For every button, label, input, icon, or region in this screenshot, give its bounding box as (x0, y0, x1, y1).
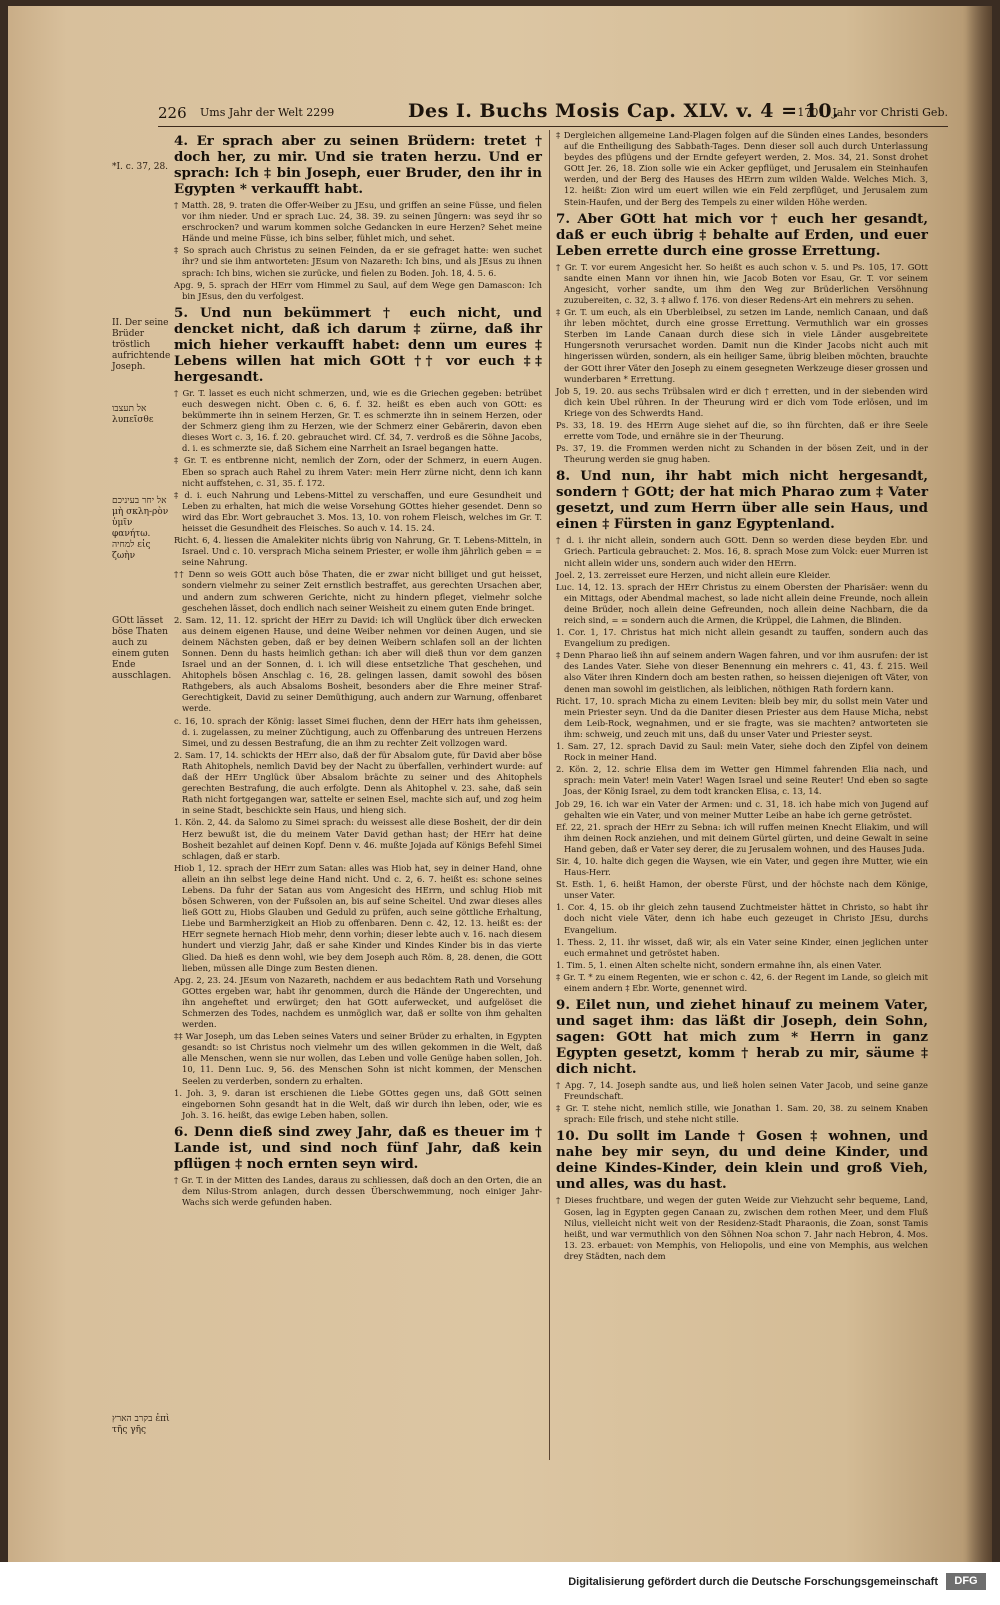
commentary-note: Richt. 6, 4. liessen die Amalekiter nichts übrig von Nahrung, Gr. T. Lebens-Mitteln, in Israel. Und c. 10. versprach Micha seinem Priester, er wolle ihm jährlich geben = = seine Nahrung. (174, 535, 542, 568)
commentary-note: ‡ Gr. T. stehe nicht, nemlich stille, wie Jonathan 1. Sam. 20, 38. zu seinem Knaben sprach: Eile frisch, und stehe nicht stille. (556, 1103, 928, 1125)
margin-note-reference: *I. c. 37, 28. (112, 162, 169, 172)
commentary-note: † Matth. 28, 9. traten die Offer-Weiber zu JEsu, und griffen an seine Füsse, und fielen vor ihm nieder. Und er sprach Luc. 24, 38. 39. zu seinen Jüngern: was seyd ihr so erschrocken? und warum kommen solche Gedancken in eure Herzen? Sehet meine Hände und meine Füsse, ich bins selber, fühlet mich, und sehet. (174, 200, 542, 244)
running-head-era: 1701. Jahr vor Christi Geb. (797, 106, 948, 119)
footer-bar (0, 1562, 1000, 1605)
commentary-note: † Gr. T. lasset es euch nicht schmerzen, und, wie es die Griechen gegeben: betrübet euch deswegen nicht. Oben c. 6, 6. f. 32. heißt es eben auch von GOtt: es bekümmerte ihn in seinem Herzen, Gr. T. es schmerzte ihn in seinem Herzen, oder der Schmerz gieng ihm zu Herzen, wie der Schmerz einer Gebärerin, davon eben dieses Wort c. 3, 16. f. 20. gebrauchet wird. Cf. 34, 7. verdroß es die Söhne Jacobs, d. i. es schmerzte sie, daß Sichem eine Narrheit an Israel begangen hatte. (174, 387, 542, 454)
commentary-note: Sir. 4, 10. halte dich gegen die Waysen, wie ein Vater, und gegen ihre Mutter, wie ein Haus-Herr. (556, 855, 928, 878)
commentary-note: 1. Cor. 4, 15. ob ihr gleich zehn tausend Zuchtmeister hättet in Christo, so habt ihr doch nicht viele Väter, denn ich habe euch gezeuget in Christo JEsu, durchs Evangelium. (556, 902, 928, 935)
verse-text: 6. Denn dieß sind zwey Jahr, daß es theuer im † Lande ist, und sind noch fünf Jahr, daß kein pflügen ‡ noch ernten seyn wird. (174, 1123, 542, 1172)
commentary-note: 2. Sam. 17, 14. schickts der HErr also, daß der für Absalom gute, für David aber böse Rath Ahitophels, nemlich David bey der Nacht zu überfallen, verhindert wurde: auf daß der HErr Unglück über Absalom brächte zu seiner und des Ahitophels gerechten Bestrafung, die auch erfolgte. Denn als Ahitophel v. 23. sahe, daß sein Rath nicht fortgegangen war, sattelte er seinen Esel, machte sich auf, und zog heim in seine Stadt, beschickte sein Haus, und hieng sich. (174, 749, 542, 816)
commentary-note: ‡ d. i. euch Nahrung und Lebens-Mittel zu verschaffen, und eure Gesundheit und Leben zu erhalten, hat mich die weise Vorsehung GOttes hieher gesendet. Denn so wird das Ebr. Wort gebrauchet 3. Mos. 13, 10. von rohem Fleisch, welches im Gr. T. heisset die Gesundheit des Fleisches. So auch v. 14. 15. 24. (174, 489, 542, 533)
verse-text: 10. Du sollt im Lande † Gosen ‡ wohnen, und nahe bey mir seyn, du und deine Kinder, und deine Kindes-Kinder, dein klein und groß Vieh, und alles, was du hast. (556, 1128, 928, 1193)
running-head (158, 98, 948, 127)
commentary-note: 1. Kön. 2, 44. da Salomo zu Simei sprach: du weissest alle diese Bosheit, der dir dein Herz bewußt ist, die du meinem Vater David gethan hast; der HErr hat deine Bosheit bezahlet auf deinen Kopf. Denn v. 46. mußte Jojada auf Königs Befehl Simei schlagen, daß er starb. (174, 817, 542, 861)
column-divider (549, 130, 550, 1460)
commentary-note: 2. Kön. 2, 12. schrie Elisa dem im Wetter gen Himmel fahrenden Elia nach, und sprach: mein Vater! mein Vater! Wagen Israel und seine Reuter! Und eben so sagte Joas, der König Israel, zu dem todt krancken Elisa, c. 13, 14. (556, 764, 928, 797)
commentary-note: c. 16, 10. sprach der König: lasset Simei fluchen, denn der HErr hats ihm geheissen, d. i. zugelassen, zu meiner Züchtigung, auch zu Offenbarung des untreuen Herzens Simei, und zu dessen Bestrafung, die an ihm zu rechter Zeit vollzogen ward. (174, 715, 542, 748)
running-head-title: Des I. Buchs Mosis Cap. XLV. v. 4 = 10. (408, 100, 840, 122)
commentary-note: Job 29, 16. ich war ein Vater der Armen: und c. 31, 18. ich habe mich von Jugend auf gehalten wie ein Vater, und von meiner Mutter Leibe an habe ich gerne getröstet. (556, 798, 928, 820)
commentary-note: † d. i. ihr nicht allein, sondern auch GOtt. Denn so werden diese beyden Ebr. und Griech. Particula gebrauchet: 2. Mos. 16, 8. sprach Mose zum Volck: euer Murren ist nicht allein wider uns, sondern auch wider den HErrn. (556, 535, 928, 568)
commentary-note: † Dieses fruchtbare, und wegen der guten Weide zur Viehzucht sehr bequeme, Land, Gosen, lag in Egypten gegen Canaan zu, zwischen dem rothen Meer, und dem Fluß Nilus, vielleicht nicht weit von der Residenz-Stadt Pharaonis, die Zoan, sonst Tamis heißt, und war vermuthlich von den Söhnen Noa schon 7. Jahr nach Hebron, 4. Mos. 13. 23. erbauet: von Memphis, von Heliopolis, und eine von Memphis, aus welchen drey Städten, nach dem (556, 1195, 928, 1261)
commentary-note: ‡ Denn Pharao ließ ihn auf seinem andern Wagen fahren, und vor ihm ausrufen: der ist des Landes Vater. Siehe von dieser Benennung ein mehrers c. 41, 43. f. 215. Weil also Väter ihren Kindern doch am besten rathen, so heissen diejenigen oft Väter, von denen man sowohl im geistlichen, als leiblichen, nöthigen Rath fordern kann. (556, 650, 928, 694)
commentary-note: St. Esth. 1, 6. heißt Hamon, der oberste Fürst, und der höchste nach dem Könige, unser Vater. (556, 879, 928, 901)
margin-note-gloss: GOtt lässet böse Thaten auch zu einem guten Ende ausschlagen. (112, 616, 172, 681)
commentary-note: ‡ So sprach auch Christus zu seinen Feinden, da er sie gefraget hatte: wen suchet ihr? und sie ihm antworteten: JEsum von Nazareth: Ich bins, und als JEsus zu ihnen sprach: Ich bins, wichen sie zurücke, und fielen zu Boden. Joh. 18, 4. 5. 6. (174, 245, 542, 278)
commentary-note: Joel. 2, 13. zerreisset eure Herzen, und nicht allein eure Kleider. (556, 569, 831, 580)
commentary-note: Job 5, 19. 20. aus sechs Trübsalen wird er dich † erretten, und in der siebenden wird dich kein Ubel rühren. In der Theurung wird er dich vom Tode erlösen, und im Kriege von des Schwerdts Hand. (556, 385, 928, 418)
commentary-note: 1. Joh. 3, 9. daran ist erschienen die Liebe GOttes gegen uns, daß GOtt seinen eingebornen Sohn gesandt hat in die Welt, daß wir durch ihn leben, oder, wie es Joh. 3. 16. heißt, das ewige Leben haben, sollen. (174, 1087, 542, 1120)
commentary-note: Ef. 22, 21. sprach der HErr zu Sebna: ich will ruffen meinen Knecht Eliakim, und will ihm deinen Rock anziehen, und mit deinem Gürtel gürten, und deine Gewalt in seine Hand geben, daß er Vater sey derer, die zu Jerusalem wohnen, und des Hauses Juda. (556, 821, 928, 854)
verse-text: 8. Und nun, ihr habt mich nicht hergesandt, sondern † GOtt; der hat mich Pharao zum ‡ Vater gesetzt, und zum Herrn über alle sein Haus, und einen ‡ Fürsten in ganz Egyptenland. (556, 468, 928, 533)
margin-note-summary: II. Der seine Brüder tröstlich aufrichtende Joseph. (112, 318, 171, 372)
commentary-note: Apg. 2, 23. 24. JEsum von Nazareth, nachdem er aus bedachtem Rath und Vorsehung GOttes ergeben war, habt ihr genommen, durch die Hände der Ungerechten, und ihn angeheftet und erwürget; den hat GOtt auferwecket, und aufgelöset die Schmerzen des Todes, nachdem es unmöglich war, daß er sollte von ihm gehalten werden. (174, 974, 542, 1030)
commentary-note: Ps. 33, 18. 19. des HErrn Auge siehet auf die, so ihn fürchten, daß er ihre Seele errette vom Tode, und ernähre sie in der Theurung. (556, 419, 928, 442)
commentary-note: † Gr. T. in der Mitten des Landes, daraus zu schliessen, daß doch an den Orten, die an dem Nilus-Strom anlagen, durch dessen Überschwemmung, noch einiger Jahr-Wachs sich werde gefunden haben. (174, 1174, 542, 1208)
commentary-note: 1. Thess. 2, 11. ihr wisset, daß wir, als ein Vater seine Kinder, einen jeglichen unter euch ermahnet und getröstet haben. (556, 936, 928, 958)
margin-note-hebrew-greek: אל יחר בעיניכם μὴ σκλη-ρὸν ὑμῖν φανήτω. למחיה εἰς ζωὴν (112, 496, 169, 561)
commentary-note: ‡ Gr. T. es entbrenne nicht, nemlich der Zorn, oder der Schmerz, in euern Augen. Eben so sprach auch Rahel zu ihrem Vater: mein Herr zürne nicht, denn ich kann nicht auffstehen, c. 31, 35. f. 172. (174, 455, 542, 488)
commentary-note: † Gr. T. vor eurem Angesicht her. So heißt es auch schon v. 5. und Ps. 105, 17. GOtt sandte einen Mann vor ihnen hin, wie Jacob Boten vor Esau, Gr. T. vor seinem Angesicht, vorher sandte, um ihm den Weg zur Brüderlichen Versöhnung zuzubereiten, c. 32, 3. ‡ allwo f. 176. von dieser Redens-Art ein mehrers zu sehen. (556, 261, 928, 305)
verse-text: 9. Eilet nun, und ziehet hinauf zu meinem Vater, und saget ihm: das läßt dir Joseph, dein Sohn, sagen: GOtt hat mich zum * Herrn in ganz Egypten gesetzt, komm † herab zu mir, säume ‡ dich nicht. (556, 997, 928, 1078)
footer-funding-text: Digitalisierung gefördert durch die Deutsche Forschungsgemeinschaft (568, 1576, 938, 1588)
commentary-note: ‡ Gr. T. um euch, als ein Uberbleibsel, zu setzen im Lande, nemlich Canaan, und daß ihr leben möchtet, durch eine grosse Errettung. Vermuthlich war ein grosses Sterben im Lande Canaan durch diese sich in viele Länder ausgebreitete Hungersnoth verursachet worden. Damit nun die Kinder Jacobs nicht auch mit hingerissen würden, sondern, als ein heiliger Same, übrig bleiben möchten, brauchte der GOtt ihrer Väter den Joseph zu einem gesegneten Werkzeuge dieser grossen und wunderbaren * Errettung. (556, 307, 928, 384)
left-column (174, 130, 542, 1209)
verse-text: 5. Und nun bekümmert † euch nicht, und dencket nicht, daß ich darum ‡ zürne, daß ihr mich hieher verkaufft habet: denn um eures ‡ Lebens willen hat mich GOtt †† vor euch ‡‡ hergesandt. (174, 304, 542, 385)
page-number: 226 (158, 104, 187, 122)
commentary-note: † Apg. 7, 14. Joseph sandte aus, und ließ holen seinen Vater Jacob, und seine ganze Freundschaft. (556, 1080, 928, 1102)
commentary-note: ‡ Dergleichen allgemeine Land-Plagen folgen auf die Sünden eines Landes, besonders auf die Entheiligung des Sabbath-Tages. Denn dieser soll auch durch Unterlassung beydes des pflügens und der Erndte gefeyert werden, 2. Mos. 34, 21. Sonst drohet GOtt Jer. 26, 18. Zion solle wie ein Acker gepflüget, und Jerusalem ein Steinhaufen werden, und der Berg des Hauses des HErrn zum wilden Walde. Welches Mich. 3, 12. heißt: Zion wird um euert willen wie ein Feld zerpflüget, und Jerusalem zum Stein-Haufen, und der Berg des Tempels zu einer wilden Höhe werden. (556, 130, 928, 207)
commentary-note: Ps. 37, 19. die Frommen werden nicht zu Schanden in der bösen Zeit, und in der Theurung werden sie gnug haben. (556, 443, 928, 465)
margin-note-hebrew-greek: בקרב הארץ ἐπὶ τῆς γῆς (112, 1414, 170, 1435)
commentary-note: 1. Sam. 27, 12. sprach David zu Saul: mein Vater, siehe doch den Zipfel von deinem Rock in meiner Hand. (556, 741, 928, 763)
commentary-note: 1. Tim. 5, 1. einen Alten schelte nicht, sondern ermahne ihn, als einen Vater. (556, 959, 882, 970)
margin-note-hebrew-greek: אל תעצבו λυπεῖσθε (112, 404, 154, 425)
commentary-note: Hiob 1, 12. sprach der HErr zum Satan: alles was Hiob hat, sey in deiner Hand, ohne allein an ihn selbst lege deine Hand nicht. Und c. 2, 6. 7. heißt es: schone seines Lebens. Da fuhr der Satan aus vom Angesicht des HErrn, und schlug Hiob mit bösen Schweren, von der Fußsolen an, bis auf seine Scheitel. Und zwar dieses alles ließ GOtt zu, Hiobs Glauben und Geduld zu prüfen, auch seine göttliche Erhaltung, Liebe und Barmherzigkeit an Hiob zu offenbaren. Denn c. 42, 12. 13. heißt es: der HErr segnete hernach Hiob mehr, denn vorhin; dieser lebte auch v. 16. nach diesem hundert und vierzig Jahr, daß er sahe Kinder und Kindes Kinder bis in das vierte Glied. Da hieß es denn wohl, wie bey dem Joseph auch Röm. 8, 28. denen, die GOtt lieben, müssen alle Dinge zum Besten dienen. (174, 862, 542, 973)
commentary-note: Apg. 9, 5. sprach der HErr vom Himmel zu Saul, auf dem Wege gen Damascon: Ich bin JEsus, den du verfolgest. (174, 279, 542, 301)
verse-text: 4. Er sprach aber zu seinen Brüdern: tretet † doch her, zu mir. Und sie traten herzu. Und er sprach: Ich ‡ bin Joseph, euer Bruder, den ihr in Egypten * verkaufft habt. (174, 133, 542, 197)
verse-text: 7. Aber GOtt hat mich vor † euch her gesandt, daß er euch übrig ‡ behalte auf Erden, und euer Leben errette durch eine grosse Errettung. (556, 210, 928, 259)
commentary-note: Luc. 14, 12. 13. sprach der HErr Christus zu einem Obersten der Pharisäer: wenn du ein Mittags, oder Abendmal machest, so lade nicht allein deine Freunde, noch allein deine Brüder, noch allein deine Gefreunden, noch allein deine Nachbarn, die da reich sind, = = sondern auch die Armen, die Krüppel, die Lahmen, die Blinden. (556, 581, 928, 625)
commentary-note: 1. Cor. 1, 17. Christus hat mich nicht allein gesandt zu tauffen, sondern auch das Evangelium zu predigen. (556, 627, 928, 649)
commentary-note: ‡ Gr. T. * zu einem Regenten, wie er schon c. 42, 6. der Regent im Lande, so gleich mit einem andern ‡ Ebr. Worte, genennet wird. (556, 971, 928, 993)
book-page (8, 6, 992, 1562)
commentary-note: †† Denn so weis GOtt auch böse Thaten, die er zwar nicht billiget und gut heisset, sondern vielmehr zu seiner Zeit ernstlich bestraffet, aus gerechten Ursachen aber, und andern zum schweren Gerichte, nicht zu hindern pfleget, vielmehr solche geschehen lässet, doch endlich nach seiner Weisheit zu einem guten Ende bringet. (174, 569, 542, 613)
right-column (556, 130, 928, 1263)
running-head-year: Ums Jahr der Welt 2299 (200, 106, 335, 119)
commentary-note: ‡‡ War Joseph, um das Leben seines Vaters und seiner Brüder zu erhalten, in Egypten gesandt: so ist Christus noch vielmehr um des willen gekommen in die Welt, daß alle Menschen, wenn sie nur wollen, das Leben und volle Genüge haben sollen, Joh. 10, 11. Denn Luc. 9, 56. des Menschen Sohn ist nicht kommen, der Menschen Seelen zu verderben, sondern zu erhalten. (174, 1031, 542, 1086)
commentary-note: Richt. 17, 10. sprach Micha zu einem Leviten: bleib bey mir, du sollst mein Vater und mein Priester seyn. Und da die Daniter diesen Priester aus dem Hause Micha, nebst dem Leib-Rock, wegnahmen, und er sie fragte, was sie machten? antworteten sie ihm: schweig, und zeuch mit uns, daß du unser Vater und Priester seyst. (556, 695, 928, 739)
commentary-note: 2. Sam. 12, 11. 12. spricht der HErr zu David: ich will Unglück über dich erwecken aus deinem eigenen Hause, und deine Weiber nehmen vor deinen Augen, und sie deinem Nächsten geben, daß er bey deinen Weibern schlafen soll an der lichten Sonnen. Denn du hasts heimlich gethan: ich aber will dieß thun vor dem ganzen Israel und an der Sonnen, d. i. ich will diese entsetzliche That geschehen, und Ahitophels bösen Anschlag c. 16, 28. gelingen lassen, damit sowohl des bösen Rathgebers, als auch Absaloms Bosheit, besonders aber die Ehre meiner Straf-Gerechtigkeit, David zu seiner Demüthigung, auch andern zur Warnung, offenbaret werde. (174, 614, 542, 714)
dfg-logo: DFG (946, 1573, 986, 1590)
